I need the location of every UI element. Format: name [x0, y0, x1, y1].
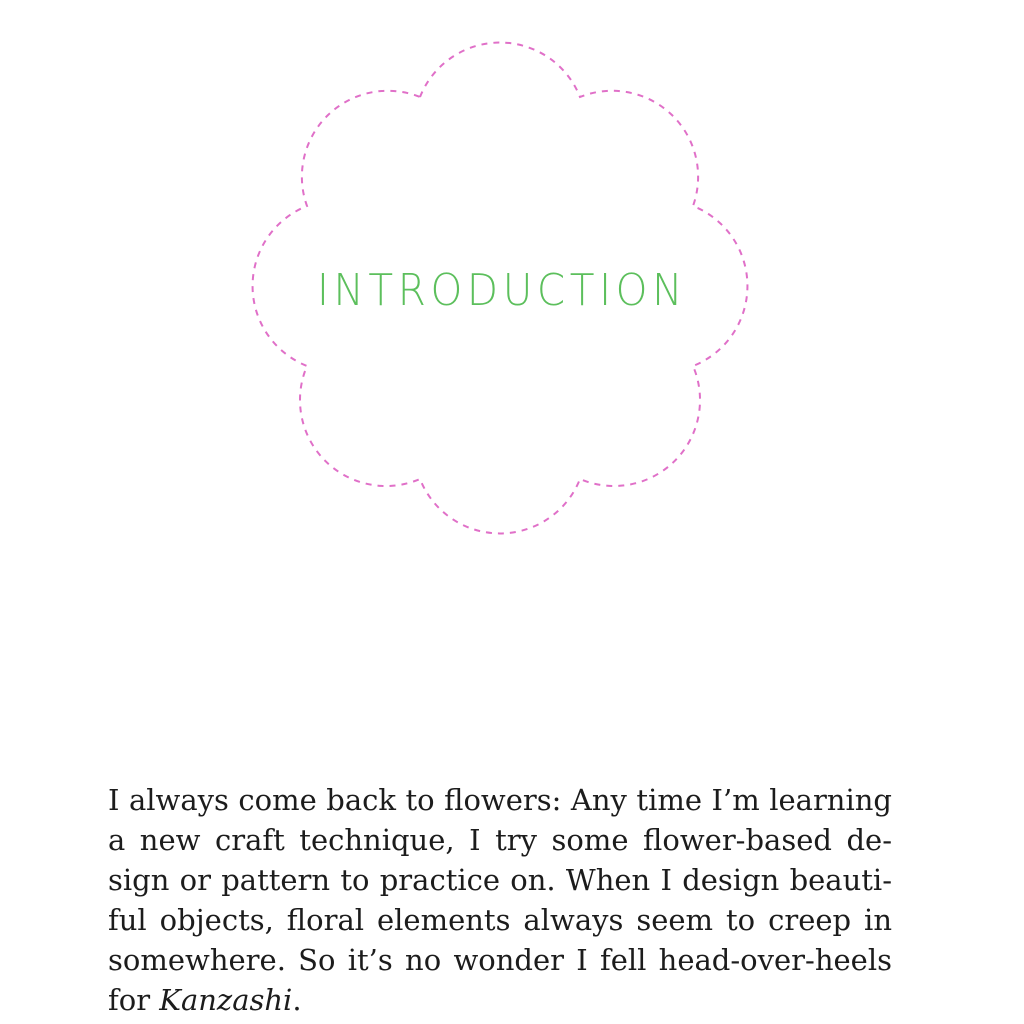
paragraph-line-3: sign or pattern to practice on. When I design beauti- [108, 863, 892, 897]
line-6-prefix: for [108, 983, 160, 1017]
paragraph-line-1: I always come back to flowers: Any time I’m learning [108, 783, 892, 817]
paragraph-line-4: ful objects, floral elements always seem to creep in [108, 903, 892, 937]
intro-paragraph [108, 780, 892, 1020]
chapter-title: INTRODUCTION [316, 265, 688, 316]
paragraph-line-6 [108, 980, 892, 1020]
paragraph-line-2: a new craft technique, I try some flower-based de- [108, 823, 892, 857]
kanzashi-emphasis: Kanzashi [159, 983, 293, 1017]
line-6-suffix: . [292, 983, 302, 1017]
paragraph-line-5: somewhere. So it’s no wonder I fell head-over-heels [108, 943, 892, 977]
